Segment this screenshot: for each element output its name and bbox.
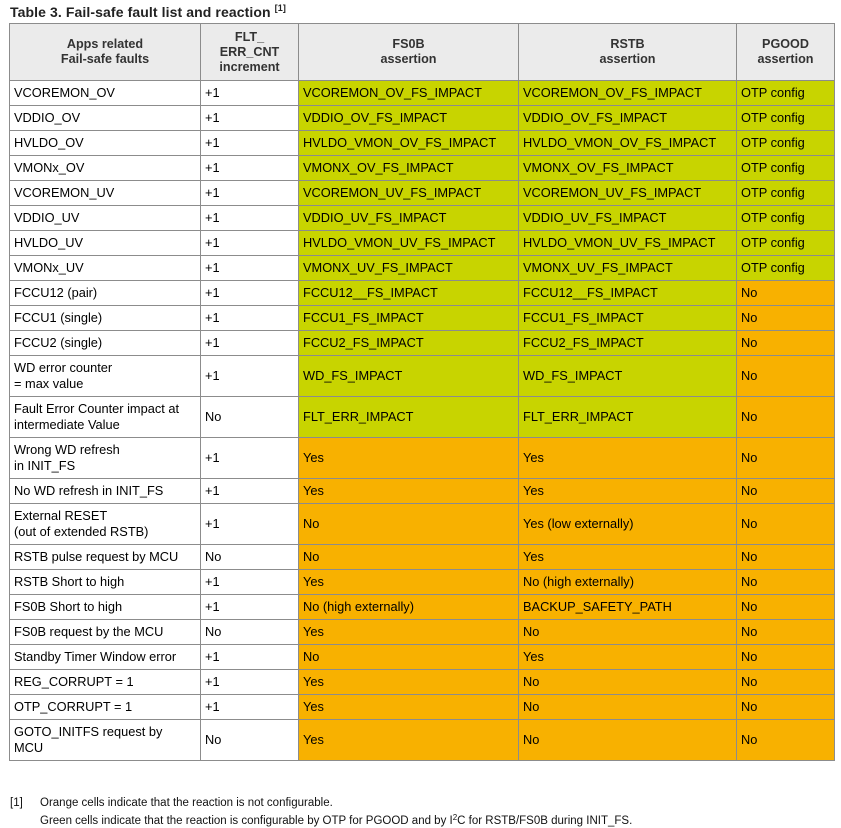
table-row <box>10 397 835 438</box>
cell-rstb: VMONX_OV_FS_IMPACT <box>519 156 737 181</box>
cell-fs0b: Yes <box>299 620 519 645</box>
cell-fault: FCCU12 (pair) <box>10 281 201 306</box>
cell-rstb: FCCU12__FS_IMPACT <box>519 281 737 306</box>
cell-rstb: VCOREMON_OV_FS_IMPACT <box>519 81 737 106</box>
table-row <box>10 670 835 695</box>
cell-fault: HVLDO_OV <box>10 131 201 156</box>
cell-rstb: Yes <box>519 438 737 479</box>
cell-flt-err-cnt: +1 <box>201 156 299 181</box>
cell-pgood: OTP config <box>737 106 835 131</box>
note-text <box>40 796 632 828</box>
cell-fs0b: No <box>299 504 519 545</box>
cell-pgood: OTP config <box>737 181 835 206</box>
note-number: [1] <box>10 796 23 811</box>
cell-fs0b: VMONX_OV_FS_IMPACT <box>299 156 519 181</box>
cell-fs0b: Yes <box>299 720 519 761</box>
cell-pgood: OTP config <box>737 206 835 231</box>
cell-rstb: Yes (low externally) <box>519 504 737 545</box>
cell-fault: VMONx_OV <box>10 156 201 181</box>
cell-flt-err-cnt: +1 <box>201 206 299 231</box>
cell-rstb: No <box>519 620 737 645</box>
cell-fs0b: FCCU1_FS_IMPACT <box>299 306 519 331</box>
cell-flt-err-cnt: +1 <box>201 695 299 720</box>
cell-flt-err-cnt: +1 <box>201 256 299 281</box>
cell-rstb: Yes <box>519 645 737 670</box>
cell-fs0b: VDDIO_OV_FS_IMPACT <box>299 106 519 131</box>
table-row <box>10 206 835 231</box>
cell-rstb: HVLDO_VMON_UV_FS_IMPACT <box>519 231 737 256</box>
cell-rstb: FCCU2_FS_IMPACT <box>519 331 737 356</box>
table-row <box>10 545 835 570</box>
cell-rstb: Yes <box>519 545 737 570</box>
table-row <box>10 106 835 131</box>
table-row <box>10 81 835 106</box>
cell-fault: VCOREMON_OV <box>10 81 201 106</box>
note-line-orange: Orange cells indicate that the reaction is not configurable. <box>40 796 632 811</box>
cell-fault: FS0B request by the MCU <box>10 620 201 645</box>
cell-fault: REG_CORRUPT = 1 <box>10 670 201 695</box>
cell-rstb: VMONX_UV_FS_IMPACT <box>519 256 737 281</box>
cell-fs0b: VCOREMON_UV_FS_IMPACT <box>299 181 519 206</box>
cell-fs0b: Yes <box>299 695 519 720</box>
cell-pgood: No <box>737 720 835 761</box>
table-title-footnote-ref: [1] <box>275 3 286 13</box>
cell-fault: VDDIO_UV <box>10 206 201 231</box>
table-row <box>10 281 835 306</box>
header-flt-err-cnt: FLT_ ERR_CNT increment <box>201 24 299 81</box>
cell-flt-err-cnt: +1 <box>201 356 299 397</box>
cell-fs0b: VCOREMON_OV_FS_IMPACT <box>299 81 519 106</box>
cell-pgood: OTP config <box>737 131 835 156</box>
cell-fs0b: FCCU12__FS_IMPACT <box>299 281 519 306</box>
cell-fault: VCOREMON_UV <box>10 181 201 206</box>
cell-fault: FCCU1 (single) <box>10 306 201 331</box>
cell-pgood: OTP config <box>737 231 835 256</box>
cell-pgood: No <box>737 570 835 595</box>
table-title: Table 3. Fail-safe fault list and reaction <box>10 4 271 20</box>
cell-pgood: OTP config <box>737 156 835 181</box>
cell-fs0b: No <box>299 545 519 570</box>
cell-flt-err-cnt: +1 <box>201 81 299 106</box>
cell-fs0b: Yes <box>299 438 519 479</box>
cell-rstb: No <box>519 670 737 695</box>
header-rstb: RSTB assertion <box>519 24 737 81</box>
cell-flt-err-cnt: +1 <box>201 670 299 695</box>
cell-rstb: VDDIO_OV_FS_IMPACT <box>519 106 737 131</box>
cell-pgood: No <box>737 438 835 479</box>
cell-flt-err-cnt: +1 <box>201 306 299 331</box>
cell-flt-err-cnt: +1 <box>201 645 299 670</box>
cell-pgood: No <box>737 595 835 620</box>
table-row <box>10 181 835 206</box>
cell-pgood: No <box>737 695 835 720</box>
cell-rstb: FLT_ERR_IMPACT <box>519 397 737 438</box>
table-row <box>10 570 835 595</box>
cell-fs0b: FCCU2_FS_IMPACT <box>299 331 519 356</box>
cell-flt-err-cnt: +1 <box>201 181 299 206</box>
cell-flt-err-cnt: +1 <box>201 106 299 131</box>
table-row <box>10 131 835 156</box>
table-caption <box>10 3 286 20</box>
cell-rstb: Yes <box>519 479 737 504</box>
cell-flt-err-cnt: +1 <box>201 595 299 620</box>
cell-rstb: BACKUP_SAFETY_PATH <box>519 595 737 620</box>
cell-fault: Standby Timer Window error <box>10 645 201 670</box>
cell-pgood: No <box>737 479 835 504</box>
cell-rstb: No (high externally) <box>519 570 737 595</box>
cell-rstb: No <box>519 720 737 761</box>
cell-pgood: No <box>737 670 835 695</box>
cell-pgood: No <box>737 645 835 670</box>
table-body <box>10 81 835 761</box>
table-row <box>10 156 835 181</box>
cell-pgood: No <box>737 356 835 397</box>
table-row <box>10 438 835 479</box>
cell-pgood: No <box>737 620 835 645</box>
cell-fault: FCCU2 (single) <box>10 331 201 356</box>
table-row <box>10 306 835 331</box>
cell-flt-err-cnt: +1 <box>201 570 299 595</box>
cell-flt-err-cnt: +1 <box>201 281 299 306</box>
cell-pgood: OTP config <box>737 81 835 106</box>
cell-flt-err-cnt: No <box>201 720 299 761</box>
cell-rstb: HVLDO_VMON_OV_FS_IMPACT <box>519 131 737 156</box>
note-line-green: Green cells indicate that the reaction is configurable by OTP for PGOOD and by $I^2C$ for RSTB/FS0B during INIT_FS. <box>40 811 632 828</box>
cell-flt-err-cnt: No <box>201 397 299 438</box>
cell-rstb: FCCU1_FS_IMPACT <box>519 306 737 331</box>
table-row <box>10 331 835 356</box>
cell-fault: RSTB Short to high <box>10 570 201 595</box>
cell-fault: Wrong WD refresh in INIT_FS <box>10 438 201 479</box>
cell-flt-err-cnt: No <box>201 545 299 570</box>
table-row <box>10 479 835 504</box>
cell-fs0b: WD_FS_IMPACT <box>299 356 519 397</box>
cell-rstb: VCOREMON_UV_FS_IMPACT <box>519 181 737 206</box>
cell-fs0b: FLT_ERR_IMPACT <box>299 397 519 438</box>
cell-pgood: No <box>737 281 835 306</box>
cell-fs0b: HVLDO_VMON_UV_FS_IMPACT <box>299 231 519 256</box>
cell-flt-err-cnt: +1 <box>201 131 299 156</box>
header-fault: Apps related Fail-safe faults <box>10 24 201 81</box>
table-row <box>10 695 835 720</box>
cell-fault: External RESET (out of extended RSTB) <box>10 504 201 545</box>
cell-fs0b: Yes <box>299 479 519 504</box>
cell-fs0b: Yes <box>299 570 519 595</box>
table-row <box>10 645 835 670</box>
table-row <box>10 356 835 397</box>
cell-flt-err-cnt: No <box>201 620 299 645</box>
cell-pgood: No <box>737 331 835 356</box>
cell-fault: OTP_CORRUPT = 1 <box>10 695 201 720</box>
table-row <box>10 620 835 645</box>
header-pgood: PGOOD assertion <box>737 24 835 81</box>
cell-fs0b: No <box>299 645 519 670</box>
cell-fault: FS0B Short to high <box>10 595 201 620</box>
table-header-row <box>10 24 835 81</box>
cell-fault: No WD refresh in INIT_FS <box>10 479 201 504</box>
cell-rstb: WD_FS_IMPACT <box>519 356 737 397</box>
cell-fault: GOTO_INITFS request by MCU <box>10 720 201 761</box>
fail-safe-fault-table <box>9 23 835 761</box>
table-row <box>10 256 835 281</box>
table-row <box>10 720 835 761</box>
table-row <box>10 231 835 256</box>
cell-pgood: No <box>737 306 835 331</box>
cell-flt-err-cnt: +1 <box>201 331 299 356</box>
cell-fs0b: VDDIO_UV_FS_IMPACT <box>299 206 519 231</box>
cell-pgood: No <box>737 504 835 545</box>
cell-fs0b: HVLDO_VMON_OV_FS_IMPACT <box>299 131 519 156</box>
table-row <box>10 504 835 545</box>
cell-flt-err-cnt: +1 <box>201 231 299 256</box>
cell-fault: VDDIO_OV <box>10 106 201 131</box>
cell-rstb: No <box>519 695 737 720</box>
cell-fault: Fault Error Counter impact at intermediate Value <box>10 397 201 438</box>
cell-fault: RSTB pulse request by MCU <box>10 545 201 570</box>
cell-fs0b: VMONX_UV_FS_IMPACT <box>299 256 519 281</box>
cell-flt-err-cnt: +1 <box>201 504 299 545</box>
cell-fault: VMONx_UV <box>10 256 201 281</box>
cell-fs0b: Yes <box>299 670 519 695</box>
cell-flt-err-cnt: +1 <box>201 479 299 504</box>
cell-pgood: No <box>737 545 835 570</box>
cell-rstb: VDDIO_UV_FS_IMPACT <box>519 206 737 231</box>
cell-pgood: OTP config <box>737 256 835 281</box>
cell-fault: WD error counter = max value <box>10 356 201 397</box>
cell-flt-err-cnt: +1 <box>201 438 299 479</box>
cell-fs0b: No (high externally) <box>299 595 519 620</box>
header-fs0b: FS0B assertion <box>299 24 519 81</box>
cell-fault: HVLDO_UV <box>10 231 201 256</box>
cell-pgood: No <box>737 397 835 438</box>
table-row <box>10 595 835 620</box>
